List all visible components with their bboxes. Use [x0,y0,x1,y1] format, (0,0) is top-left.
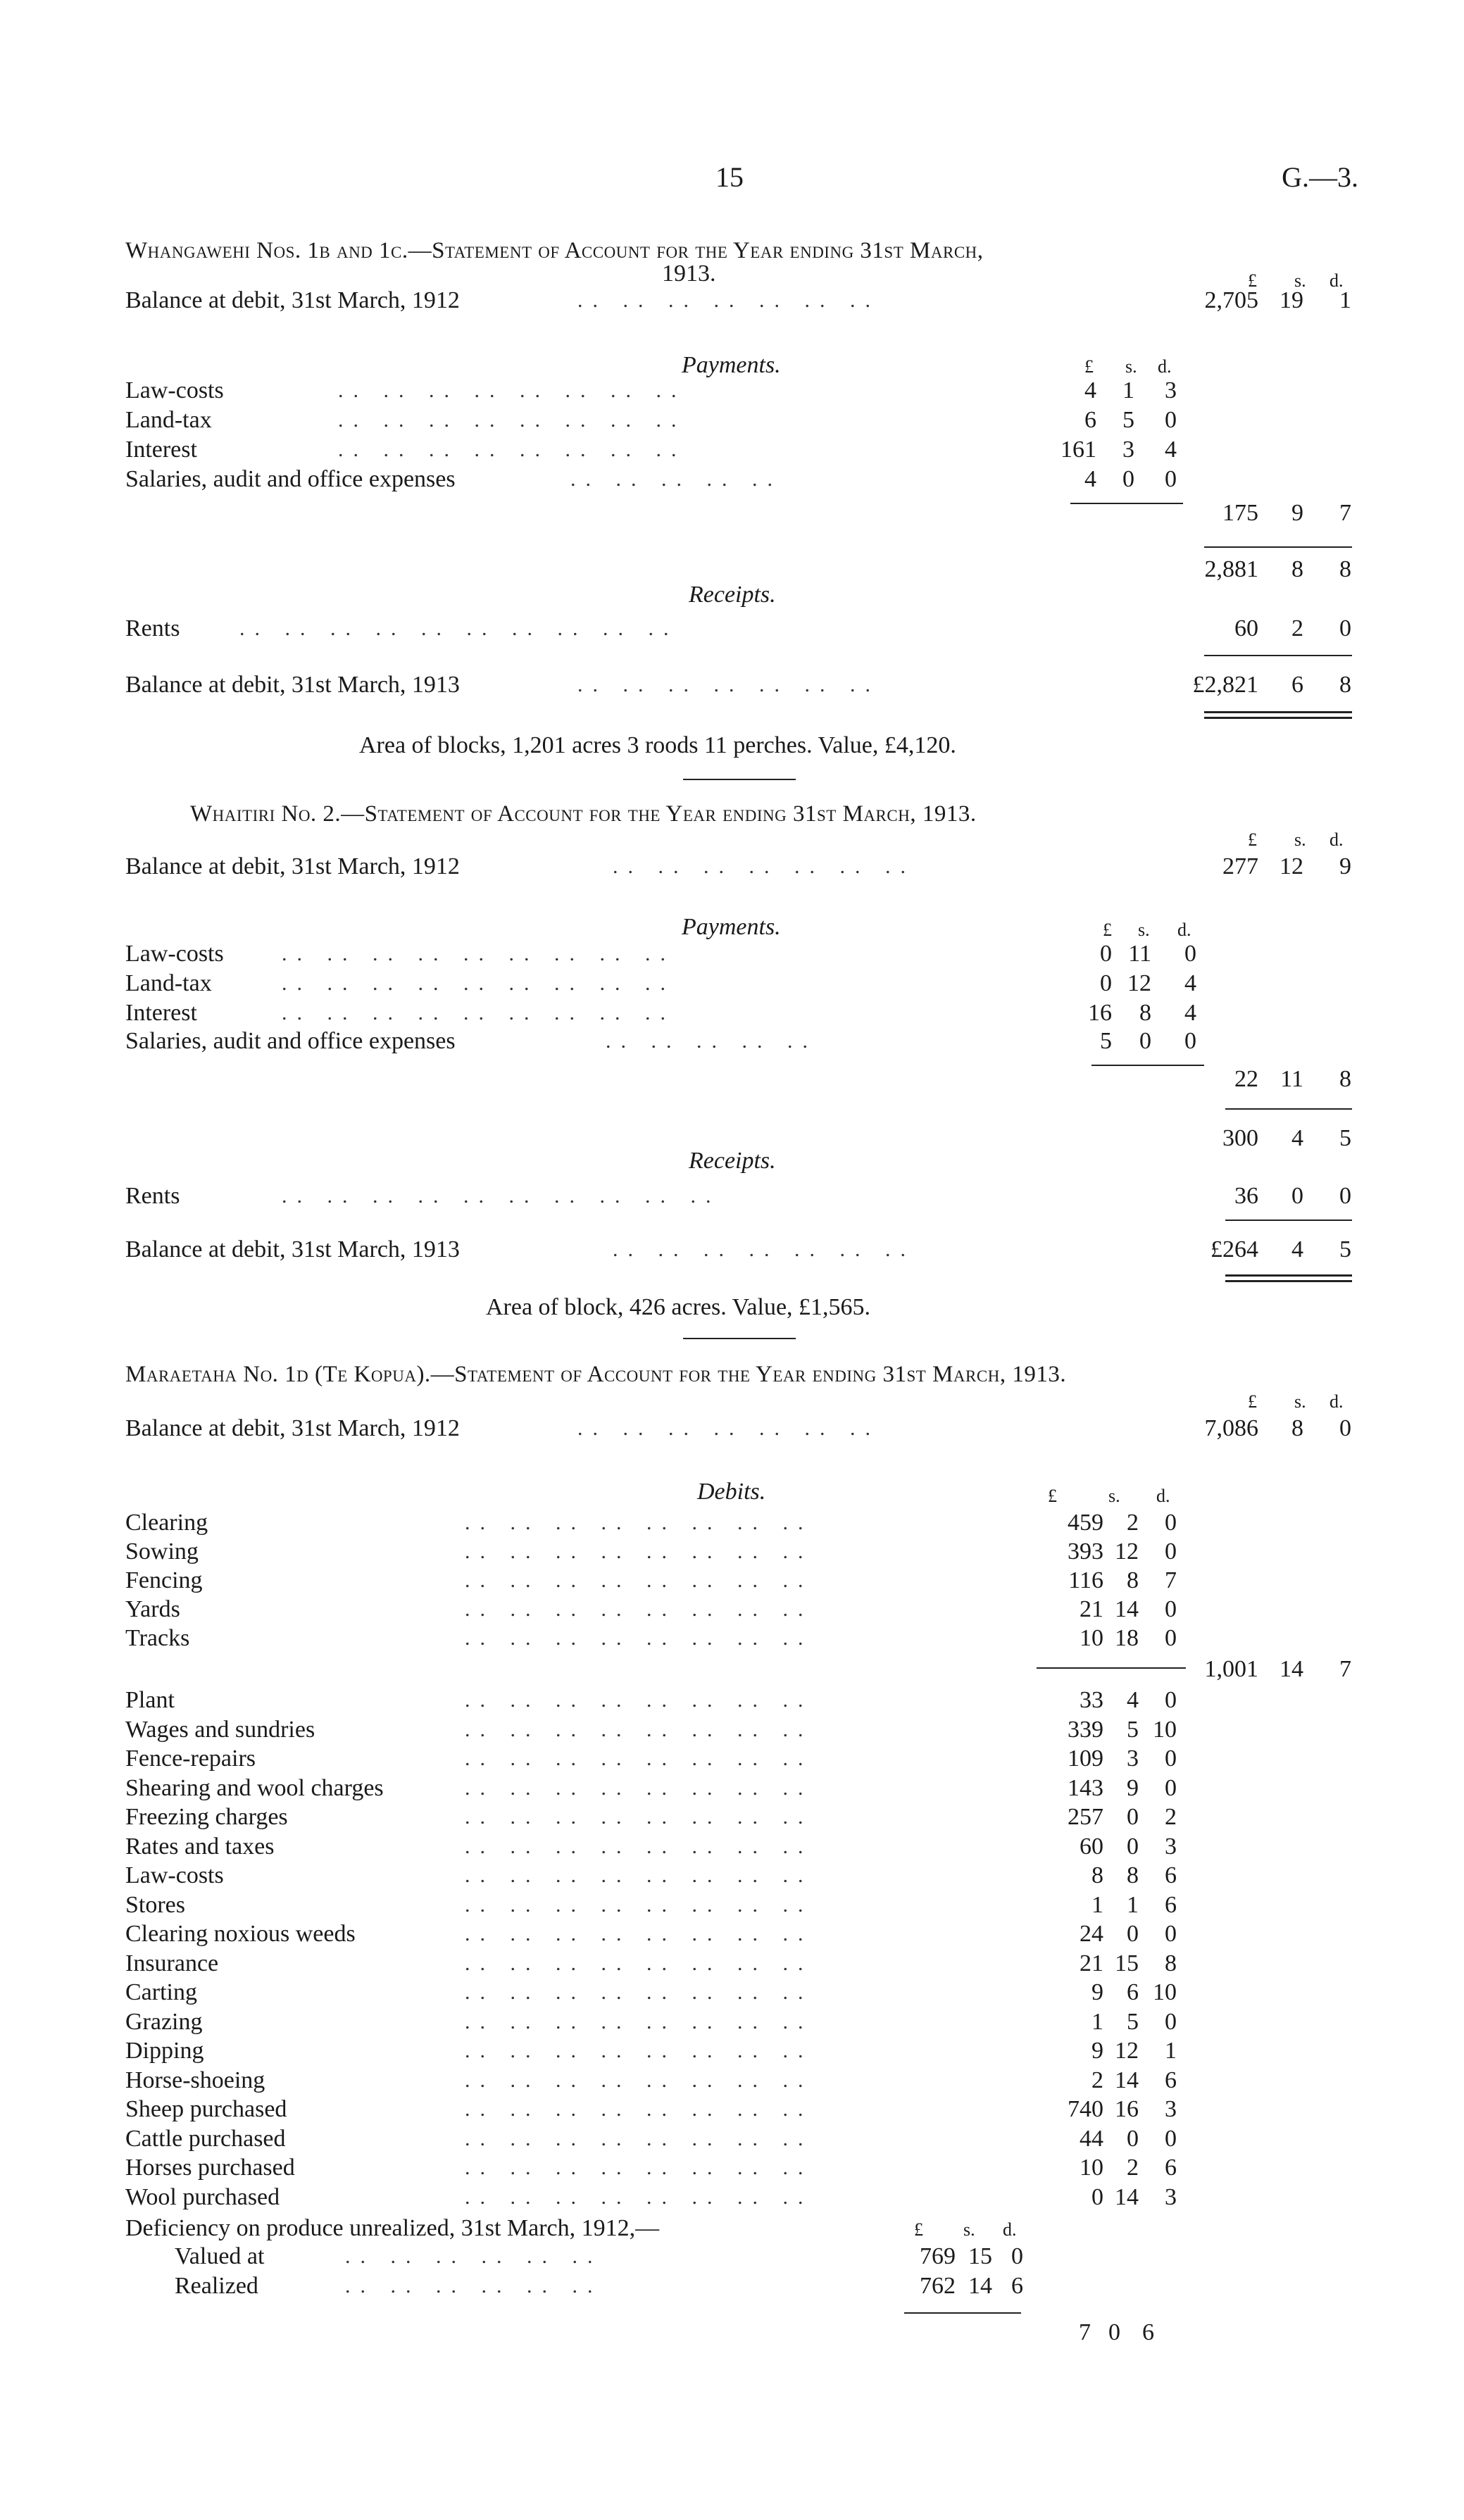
s2-receipts-heading: Receipts. [689,1148,776,1174]
ledger-label: Cattle purchased [125,2125,286,2152]
leader-dots: .. .. .. .. .. .. .. .. .. .. [239,617,679,640]
ledger-shillings: 15 [1115,1950,1139,1976]
ledger-pence: 0 [1165,1774,1177,1801]
s2-subtotal-pounds: 300 [1222,1125,1258,1151]
s1-payment-shillings: 0 [1122,466,1134,492]
s1-payment-pence: 0 [1165,466,1177,492]
s1-rents-label: Rents [125,615,180,641]
s2-pound-header: £ [1248,829,1257,850]
ledger-label: Rates and taxes [125,1833,275,1860]
s3-debits-pound-header: £ [1048,1486,1057,1506]
s2-subtotal-rule [1225,1108,1352,1110]
ledger-label: Clearing [125,1510,208,1536]
ledger-pounds: 60 [1080,1833,1103,1860]
ledger-pounds: 8 [1091,1862,1103,1888]
s2-rents-pence: 0 [1339,1183,1351,1209]
ledger-shillings: 9 [1127,1774,1139,1801]
s3-realized-pounds: 762 [920,2273,956,2299]
s2-payment-pounds: 16 [1088,1000,1112,1026]
s2-payment-pence: 0 [1184,1028,1196,1054]
ledger-pounds: 143 [1068,1774,1103,1801]
s3-opening-pence: 0 [1339,1415,1351,1441]
ledger-label: Wool purchased [125,2183,280,2210]
leader-dots: .. .. .. .. .. .. .. .. [465,1951,813,1975]
leader-dots: .. .. .. .. .. .. .. .. [465,1511,813,1534]
s1-closing-shillings: 6 [1291,672,1303,698]
s3-valued-pounds: 769 [920,2243,956,2269]
ledger-pounds: 339 [1068,1716,1103,1743]
s2-pence-header: d. [1330,829,1344,850]
s1-opening-shillings: 19 [1280,287,1303,313]
s3-group1-rule [1037,1667,1186,1669]
s3-debits-pence-header: d. [1156,1486,1170,1506]
s2-payment-shillings: 8 [1139,1000,1151,1026]
s3-group1-total-pounds: 1,001 [1204,1656,1258,1682]
s2-payments-total-pence: 8 [1339,1066,1351,1092]
ledger-pounds: 10 [1080,1625,1103,1651]
ledger-pence: 3 [1165,2096,1177,2122]
leader-dots: .. .. .. .. .. .. .. .. [465,1864,813,1887]
ledger-pence: 6 [1165,2067,1177,2093]
ledger-shillings: 18 [1115,1625,1139,1651]
ledger-pounds: 0 [1091,2183,1103,2210]
leader-dots: .. .. .. .. .. .. .. .. .. [282,942,675,965]
s2-closing-double-rule [1225,1274,1352,1282]
s2-opening-shillings: 12 [1280,853,1303,879]
s1-closing-rule [1204,655,1352,656]
leader-dots: .. .. .. .. .. .. .. .. [465,1569,813,1592]
s1-payment-pence: 0 [1165,407,1177,433]
s1-opening-pounds: 2,705 [1204,287,1258,313]
ledger-pounds: 9 [1091,2038,1103,2064]
ledger-pounds: 393 [1068,1538,1103,1565]
s3-opening-label: Balance at debit, 31st March, 1912 [125,1415,460,1441]
ledger-label: Sheep purchased [125,2096,287,2122]
ledger-pounds: 21 [1080,1596,1103,1622]
ledger-pence: 10 [1153,1716,1177,1743]
ledger-pence: 6 [1165,1891,1177,1918]
s1-area-note: Area of blocks, 1,201 acres 3 roods 11 perches. Value, £4,120. [359,732,956,758]
s2-rents-label: Rents [125,1183,180,1209]
ledger-shillings: 14 [1115,1596,1139,1622]
s1-subtotal-rule [1204,546,1352,548]
s2-rents-shillings: 0 [1291,1183,1303,1209]
s1-rents-pounds: 60 [1234,615,1258,641]
ledger-label: Horses purchased [125,2155,295,2181]
ledger-pounds: 33 [1080,1687,1103,1713]
s2-area-note: Area of block, 426 acres. Value, £1,565. [486,1294,871,1320]
s3-deficiency-pence-header: d. [1003,2219,1017,2240]
leader-dots: .. .. .. .. .. .. .. [577,1417,880,1440]
s1-payment-label: Interest [125,437,197,463]
leader-dots: .. .. .. .. .. .. .. .. [465,2156,813,2179]
s2-opening-label: Balance at debit, 31st March, 1912 [125,853,460,879]
s1-subtotal-pence: 8 [1339,556,1351,582]
ledger-shillings: 8 [1127,1862,1139,1888]
ledger-pence: 3 [1165,2183,1177,2210]
ledger-pence: 0 [1165,2125,1177,2152]
ledger-pence: 10 [1153,1979,1177,2005]
s2-opening-pence: 9 [1339,853,1351,879]
s1-payments-pound-header: £ [1084,356,1094,377]
ledger-pounds: 257 [1068,1804,1103,1830]
ledger-shillings: 3 [1127,1745,1139,1772]
s1-receipts-heading: Receipts. [689,582,776,608]
leader-dots: .. .. .. .. .. .. .. .. [465,2068,813,2092]
s2-payments-total-shillings: 11 [1280,1066,1303,1092]
leader-dots: .. .. .. .. .. .. .. .. .. [282,1001,675,1024]
s3-pence-header: d. [1330,1391,1344,1412]
ledger-shillings: 16 [1115,2096,1139,2122]
ledger-pounds: 2 [1091,2067,1103,2093]
ledger-shillings: 0 [1127,1804,1139,1830]
s3-group1-total-shillings: 14 [1280,1656,1303,1682]
ledger-label: Wages and sundries [125,1716,315,1743]
ledger-label: Clearing noxious weeds [125,1921,356,1947]
leader-dots: .. .. .. .. .. .. .. .. [465,2098,813,2121]
ledger-label: Stores [125,1891,185,1918]
ledger-label: Insurance [125,1950,219,1976]
ledger-pounds: 1 [1091,1891,1103,1918]
page-reference: G.—3. [1282,161,1358,193]
s2-payments-heading: Payments. [682,914,781,940]
s3-debits-shilling-header: s. [1108,1486,1120,1506]
ledger-pence: 0 [1165,1596,1177,1622]
leader-dots: .. .. .. .. .. .. .. [577,289,880,312]
ledger-label: Fence-repairs [125,1745,256,1772]
ledger-label: Dipping [125,2038,204,2064]
section-divider [683,779,796,780]
leader-dots: .. .. .. .. .. .. .. .. .. [282,972,675,995]
s2-payments-rule [1091,1065,1204,1066]
s1-payments-shilling-header: s. [1125,356,1137,377]
ledger-shillings: 0 [1127,1833,1139,1860]
s3-valued-shillings: 15 [968,2243,992,2269]
ledger-pence: 1 [1165,2038,1177,2064]
leader-dots: .. .. .. .. .. .. .. [613,1238,915,1261]
ledger-label: Tracks [125,1625,190,1651]
s3-realized-pence: 6 [1011,2273,1023,2299]
leader-dots: .. .. .. .. .. .. .. .. [465,1805,813,1829]
s3-pound-header: £ [1248,1391,1257,1412]
s2-payments-total-pounds: 22 [1234,1066,1258,1092]
s3-deficiency-pound-header: £ [914,2219,923,2240]
section-divider [683,1338,796,1339]
s1-payment-label: Law-costs [125,377,224,403]
ledger-shillings: 0 [1127,1921,1139,1947]
section2-title: Whaitiri No. 2.—Statement of Account for the Year ending 31st March, 1913. [190,801,977,827]
ledger-pounds: 459 [1068,1510,1103,1536]
s1-payment-pence: 3 [1165,377,1177,403]
s3-deficiency-shilling-header: s. [963,2219,975,2240]
s3-group1-total-pence: 7 [1339,1656,1351,1682]
s3-valued-label: Valued at [175,2243,265,2269]
s1-payment-shillings: 3 [1122,437,1134,463]
ledger-pounds: 109 [1068,1745,1103,1772]
leader-dots: .. .. .. .. .. .. .. .. [338,408,687,432]
s3-deficiency-total-shillings: 0 [1108,2319,1120,2345]
leader-dots: .. .. .. .. .. .. .. .. [465,1834,813,1858]
s3-deficiency-total-pounds: 7 [1079,2319,1091,2345]
s2-payment-shillings: 0 [1139,1028,1151,1054]
ledger-label: Horse-shoeing [125,2067,265,2093]
ledger-shillings: 12 [1115,2038,1139,2064]
leader-dots: .. .. .. .. .. .. .. .. [465,1893,813,1917]
s1-payments-pence-header: d. [1158,356,1172,377]
ledger-label: Carting [125,1979,197,2005]
leader-dots: .. .. .. .. .. .. [345,2245,603,2268]
s1-payment-pounds: 6 [1084,407,1096,433]
ledger-label: Yards [125,1596,180,1622]
s1-payments-total-pence: 7 [1339,500,1351,526]
section1-title-year: 1913. [662,261,716,287]
s1-payments-heading: Payments. [682,352,781,378]
page-number: 15 [715,161,744,193]
leader-dots: .. .. .. .. .. .. .. .. [465,2126,813,2150]
s2-closing-pounds: £264 [1210,1236,1258,1262]
ledger-shillings: 5 [1127,1716,1139,1743]
ledger-shillings: 8 [1127,1567,1139,1593]
ledger-label: Fencing [125,1567,203,1593]
ledger-pounds: 116 [1068,1567,1103,1593]
s3-deficiency-rule [904,2312,1021,2314]
s2-subtotal-pence: 5 [1339,1125,1351,1151]
ledger-pounds: 24 [1080,1921,1103,1947]
ledger-pence: 0 [1165,1510,1177,1536]
ledger-shillings: 12 [1115,1538,1139,1565]
ledger-pence: 0 [1165,1625,1177,1651]
s3-opening-pounds: 7,086 [1204,1415,1258,1441]
s1-payment-pounds: 4 [1084,377,1096,403]
s2-closing-rule [1225,1220,1352,1221]
s2-payment-label: Interest [125,1000,197,1026]
s3-realized-shillings: 14 [968,2273,992,2299]
ledger-shillings: 1 [1127,1891,1139,1918]
ledger-label: Freezing charges [125,1804,288,1830]
leader-dots: .. .. .. .. .. .. .. .. [465,2039,813,2062]
leader-dots: .. .. .. .. .. .. .. .. [465,1717,813,1741]
ledger-shillings: 6 [1127,1979,1139,2005]
s1-closing-pounds: £2,821 [1192,672,1258,698]
ledger-pence: 8 [1165,1950,1177,1976]
s3-shilling-header: s. [1294,1391,1306,1412]
section3-title: Maraetaha No. 1d (Te Kopua).—Statement of Account for the Year ending 31st March, 1913. [125,1362,1067,1387]
ledger-pounds: 10 [1080,2155,1103,2181]
leader-dots: .. .. .. .. .. .. .. .. [465,1626,813,1650]
s3-debits-heading: Debits. [697,1479,766,1505]
ledger-pounds: 44 [1080,2125,1103,2152]
s1-payments-rule [1070,503,1183,504]
s1-payments-total-shillings: 9 [1291,500,1303,526]
ledger-pence: 6 [1165,2155,1177,2181]
s1-closing-pence: 8 [1339,672,1351,698]
leader-dots: .. .. .. .. .. .. .. .. [465,1776,813,1800]
ledger-pounds: 21 [1080,1950,1103,1976]
ledger-pence: 0 [1165,1687,1177,1713]
s2-payment-pence: 4 [1184,1000,1196,1026]
s2-payment-label: Land-tax [125,970,212,996]
leader-dots: .. .. .. .. .. .. .. .. [338,438,687,461]
ledger-pounds: 1 [1091,2008,1103,2035]
s2-payment-pounds: 0 [1100,970,1112,996]
s1-subtotal-pounds: 2,881 [1204,556,1258,582]
s1-closing-label: Balance at debit, 31st March, 1913 [125,672,460,698]
s1-opening-pence: 1 [1339,287,1351,313]
s2-payment-shillings: 12 [1127,970,1151,996]
s2-opening-pounds: 277 [1222,853,1258,879]
s2-payment-pence: 4 [1184,970,1196,996]
leader-dots: .. .. .. .. .. .. .. .. [465,2185,813,2209]
s2-payments-pence-header: d. [1177,920,1191,940]
ledger-shillings: 2 [1127,1510,1139,1536]
s1-pound-header: £ [1248,270,1257,291]
leader-dots: .. .. .. .. .. .. .. .. [465,2010,813,2033]
s3-deficiency-total-pence: 6 [1142,2319,1154,2345]
s1-subtotal-shillings: 8 [1291,556,1303,582]
ledger-shillings: 4 [1127,1687,1139,1713]
leader-dots: .. .. .. .. .. [606,1029,818,1053]
s1-payment-label: Salaries, audit and office expenses [125,466,456,492]
s3-opening-shillings: 8 [1291,1415,1303,1441]
s3-realized-label: Realized [175,2273,258,2299]
s1-payments-total-pounds: 175 [1222,500,1258,526]
s2-payment-label: Law-costs [125,941,224,967]
s2-closing-label: Balance at debit, 31st March, 1913 [125,1236,460,1262]
s2-subtotal-shillings: 4 [1291,1125,1303,1151]
leader-dots: .. .. .. .. .. .. .. .. [465,1981,813,2004]
ledger-label: Sowing [125,1538,199,1565]
s2-payments-pound-header: £ [1103,920,1112,940]
leader-dots: .. .. .. .. .. .. .. [577,673,880,696]
s1-pence-header: d. [1330,270,1344,291]
leader-dots: .. .. .. .. .. .. .. .. [465,1747,813,1770]
ledger-shillings: 5 [1127,2008,1139,2035]
leader-dots: .. .. .. .. .. [570,468,782,491]
leader-dots: .. .. .. .. .. .. .. .. [465,1922,813,1945]
ledger-pence: 7 [1165,1567,1177,1593]
ledger-shillings: 0 [1127,2125,1139,2152]
ledger-pounds: 9 [1091,1979,1103,2005]
ledger-pence: 6 [1165,1862,1177,1888]
s1-payment-pence: 4 [1165,437,1177,463]
leader-dots: .. .. .. .. .. .. .. [613,855,915,878]
ledger-pence: 3 [1165,1833,1177,1860]
s1-payment-shillings: 5 [1122,407,1134,433]
s2-rents-pounds: 36 [1234,1183,1258,1209]
section1-title: Whangawehi Nos. 1b and 1c.—Statement of Account for the Year ending 31st March, [125,238,984,263]
ledger-pence: 2 [1165,1804,1177,1830]
leader-dots: .. .. .. .. .. .. .. .. [465,1688,813,1712]
s2-payment-shillings: 11 [1128,941,1151,967]
leader-dots: .. .. .. .. .. .. [345,2274,603,2298]
s2-payment-pence: 0 [1184,941,1196,967]
s1-opening-label: Balance at debit, 31st March, 1912 [125,287,460,313]
ledger-shillings: 14 [1115,2067,1139,2093]
s3-deficiency-label: Deficiency on produce unrealized, 31st March, 1912,— [125,2215,660,2241]
s1-closing-double-rule [1204,711,1352,719]
s1-payment-shillings: 1 [1122,377,1134,403]
s1-rents-shillings: 2 [1291,615,1303,641]
ledger-shillings: 2 [1127,2155,1139,2181]
s2-payments-shilling-header: s. [1138,920,1150,940]
ledger-label: Law-costs [125,1862,224,1888]
s2-closing-pence: 5 [1339,1236,1351,1262]
s2-shilling-header: s. [1294,829,1306,850]
s2-payment-label: Salaries, audit and office expenses [125,1028,456,1054]
leader-dots: .. .. .. .. .. .. .. .. [338,379,687,402]
ledger-pence: 0 [1165,1745,1177,1772]
ledger-shillings: 14 [1115,2183,1139,2210]
ledger-pence: 0 [1165,1538,1177,1565]
leader-dots: .. .. .. .. .. .. .. .. [465,1598,813,1621]
s2-payment-pounds: 0 [1100,941,1112,967]
ledger-label: Shearing and wool charges [125,1774,384,1801]
ledger-pence: 0 [1165,1921,1177,1947]
leader-dots: .. .. .. .. .. .. .. .. .. .. [282,1184,721,1208]
ledger-pence: 0 [1165,2008,1177,2035]
s2-payment-pounds: 5 [1100,1028,1112,1054]
s3-valued-pence: 0 [1011,2243,1023,2269]
s1-payment-pounds: 4 [1084,466,1096,492]
ledger-pounds: 740 [1068,2096,1103,2122]
s1-payment-pounds: 161 [1061,437,1096,463]
s2-closing-shillings: 4 [1291,1236,1303,1262]
leader-dots: .. .. .. .. .. .. .. .. [465,1540,813,1563]
ledger-label: Grazing [125,2008,203,2035]
ledger-label: Plant [125,1687,175,1713]
s1-payment-label: Land-tax [125,407,212,433]
s1-shilling-header: s. [1294,270,1306,291]
s1-rents-pence: 0 [1339,615,1351,641]
